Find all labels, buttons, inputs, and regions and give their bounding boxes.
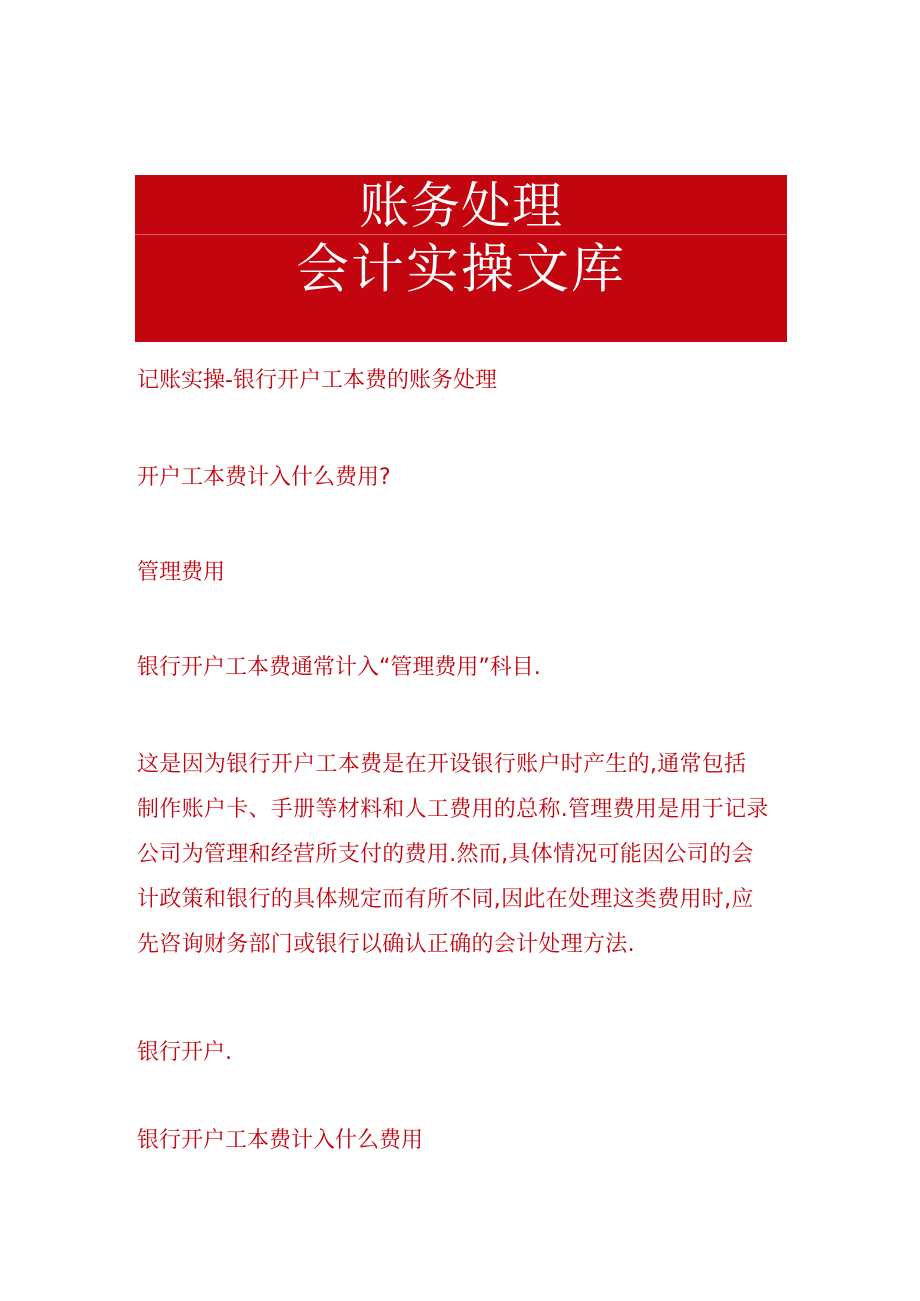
subheading: 银行开户工本费计入什么费用 [137, 1128, 424, 1153]
explanation-line: 这是因为银行开户工本费是在开设银行账户时产生的,通常包括 [137, 752, 747, 777]
statement-text: 银行开户工本费通常计入“管理费用”科目. [137, 655, 541, 680]
explanation-line: 计政策和银行的具体规定而有所不同,因此在处理这类费用时,应 [137, 887, 754, 912]
explanation-paragraph [137, 742, 797, 967]
banner-title-line1: 账务处理 [359, 177, 563, 235]
article-heading: 记账实操-银行开户工本费的账务处理 [137, 368, 497, 393]
header-banner [135, 175, 787, 342]
explanation-line: 先咨询财务部门或银行以确认正确的会计处理方法. [137, 932, 635, 957]
question-text: 开户工本费计入什么费用? [137, 465, 391, 490]
explanation-line: 公司为管理和经营所支付的费用.然而,具体情况可能因公司的会 [137, 842, 754, 867]
short-answer: 管理费用 [137, 560, 226, 585]
explanation-line: 制作账户卡、手册等材料和人工费用的总称.管理费用是用于记录 [137, 797, 769, 822]
section-label: 银行开户. [137, 1040, 232, 1065]
banner-title-line2: 会计实操文库 [296, 239, 626, 300]
